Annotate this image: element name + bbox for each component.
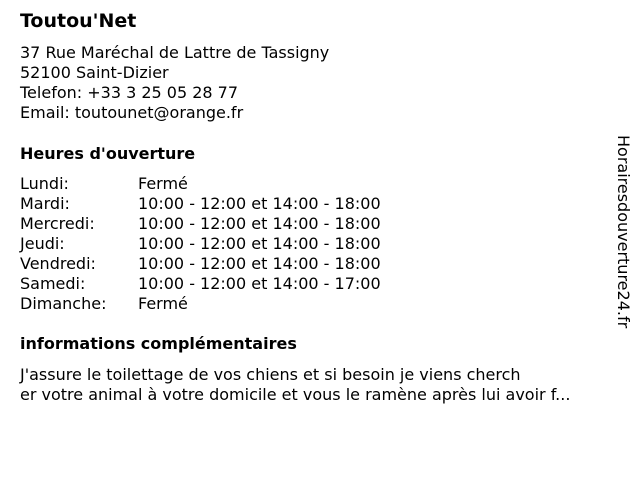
hours-day: Mercredi: xyxy=(20,214,95,233)
address-city: 52100 Saint-Dizier xyxy=(20,63,169,82)
hours-day: Lundi: xyxy=(20,174,69,193)
hours-time: 10:00 - 12:00 et 14:00 - 18:00 xyxy=(138,194,381,213)
hours-row-jeudi xyxy=(20,234,381,254)
hours-day: Jeudi: xyxy=(20,234,65,253)
hours-row-mardi xyxy=(20,194,381,214)
opening-hours-heading: Heures d'ouverture xyxy=(20,144,196,163)
hours-row-vendredi xyxy=(20,254,381,274)
contact-details xyxy=(20,43,329,123)
address-street: 37 Rue Maréchal de Lattre de Tassigny xyxy=(20,43,330,62)
site-watermark: Horairesdouverture24.fr xyxy=(614,135,633,329)
hours-row-samedi xyxy=(20,274,381,294)
hours-row-dimanche xyxy=(20,294,381,314)
additional-info-line: er votre animal à votre domicile et vous le ramène après lui avoir f... xyxy=(20,385,571,404)
phone-number: Telefon: +33 3 25 05 28 77 xyxy=(20,83,239,102)
additional-info-heading: informations complémentaires xyxy=(20,334,297,353)
hours-day: Vendredi: xyxy=(20,254,96,273)
hours-row-lundi xyxy=(20,174,381,194)
opening-hours-table xyxy=(20,174,381,314)
hours-day: Samedi: xyxy=(20,274,86,293)
hours-day: Mardi: xyxy=(20,194,70,213)
hours-day: Dimanche: xyxy=(20,294,107,313)
hours-row-mercredi xyxy=(20,214,381,234)
hours-time: Fermé xyxy=(138,294,188,313)
hours-time: 10:00 - 12:00 et 14:00 - 18:00 xyxy=(138,234,381,253)
hours-time: 10:00 - 12:00 et 14:00 - 17:00 xyxy=(138,274,381,293)
email-address: Email: toutounet@orange.fr xyxy=(20,103,244,122)
additional-info-text xyxy=(20,365,570,405)
hours-time: 10:00 - 12:00 et 14:00 - 18:00 xyxy=(138,214,381,233)
hours-time: Fermé xyxy=(138,174,188,193)
additional-info-line: J'assure le toilettage de vos chiens et si besoin je viens cherch xyxy=(20,365,521,384)
hours-time: 10:00 - 12:00 et 14:00 - 18:00 xyxy=(138,254,381,273)
business-name: Toutou'Net xyxy=(20,10,137,32)
